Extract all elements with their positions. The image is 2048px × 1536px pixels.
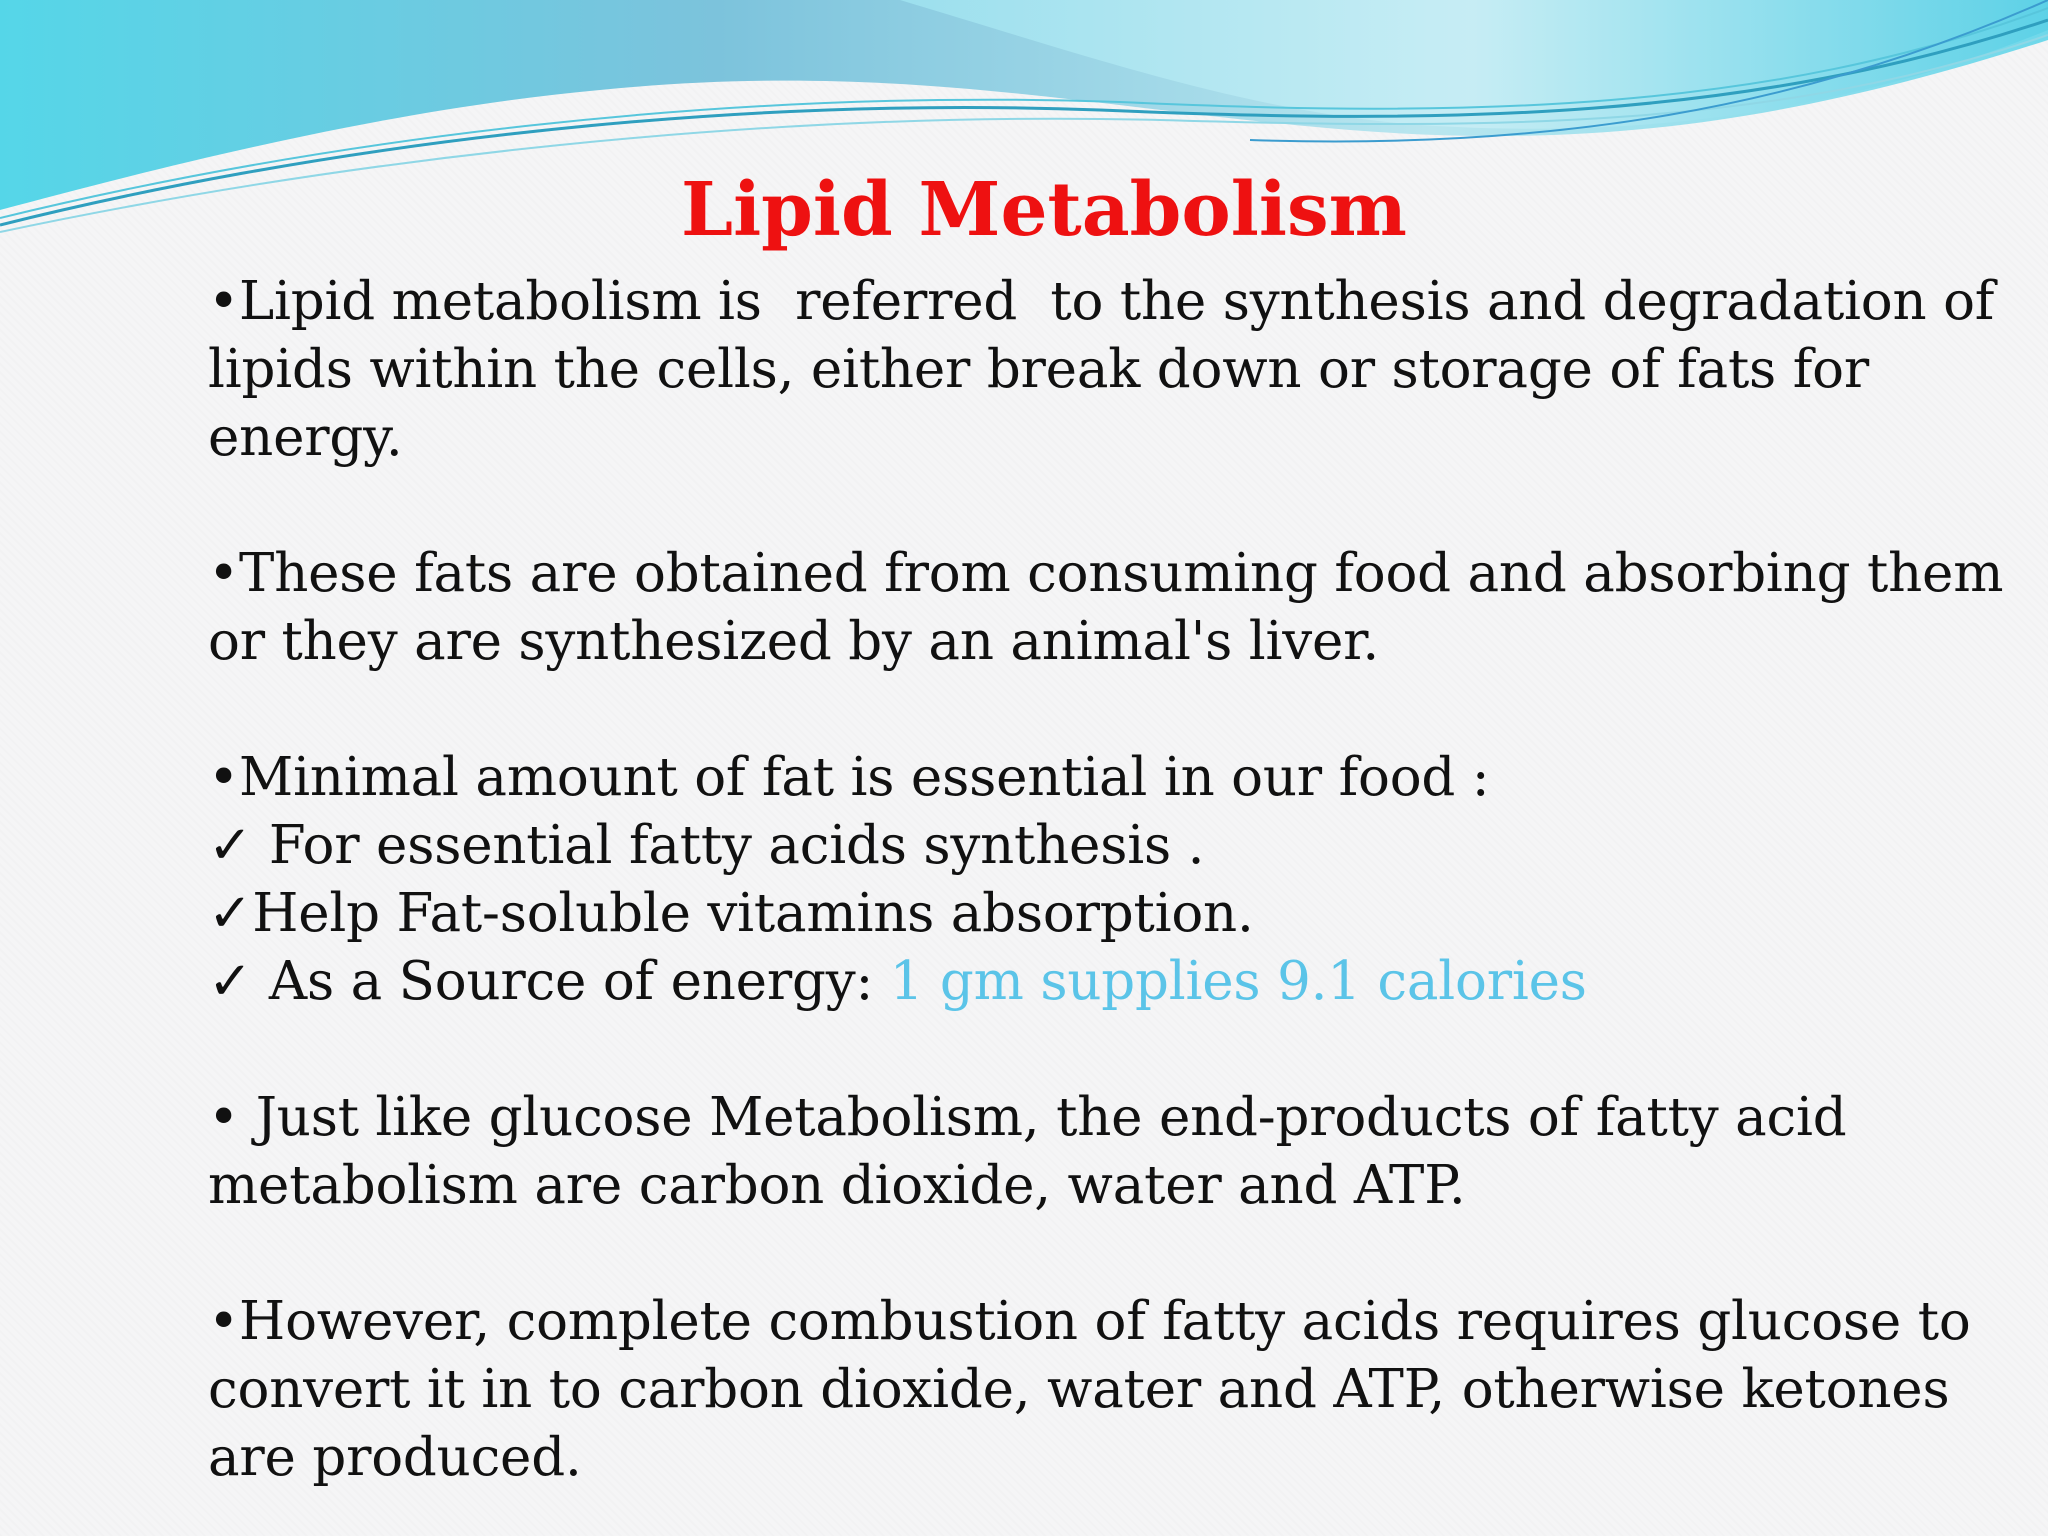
text-line: are produced.	[208, 1427, 582, 1488]
text-line: or they are synthesized by an animal's liver.	[208, 611, 1380, 672]
paragraph-spacer	[208, 472, 1908, 540]
slide-title: Lipid Metabolism	[681, 167, 1407, 253]
checkmark-icon: ✓	[208, 951, 253, 1012]
calorie-highlight: 1 gm supplies 9.1 calories	[889, 951, 1587, 1012]
paragraph-end-products	[208, 1084, 1908, 1220]
text-line: •Minimal amount of fat is essential in our food :	[208, 747, 1490, 808]
checklist-item	[208, 948, 1908, 1016]
checklist-item	[208, 812, 1908, 880]
paragraph-essential-fat	[208, 744, 1908, 1016]
paragraph-sources	[208, 540, 2004, 676]
text-line: metabolism are carbon dioxide, water and ATP.	[208, 1155, 1466, 1216]
paragraph-combustion	[208, 1288, 1971, 1492]
text-line: energy.	[208, 407, 403, 468]
paragraph-definition	[208, 268, 1995, 472]
paragraph-spacer	[208, 676, 1908, 744]
text-line: •However, complete combustion of fatty acids requires glucose to	[208, 1291, 1971, 1352]
paragraph-spacer	[208, 1016, 1908, 1084]
paragraph-spacer	[208, 1220, 1908, 1288]
checkmark-icon: ✓	[208, 815, 253, 876]
checklist-item-text: As a Source of energy:	[252, 951, 890, 1012]
checkmark-icon: ✓	[208, 883, 253, 944]
checklist-item	[208, 880, 1908, 948]
text-line: •These fats are obtained from consuming food and absorbing them	[208, 543, 2004, 604]
text-line: • Just like glucose Metabolism, the end-products of fatty acid	[208, 1087, 1847, 1148]
checklist-item-text: Help Fat-soluble vitamins absorption.	[252, 883, 1254, 944]
text-line: lipids within the cells, either break down or storage of fats for	[208, 339, 1869, 400]
text-line: •Lipid metabolism is referred to the synthesis and degradation of	[208, 271, 1995, 332]
checklist-item-text: For essential fatty acids synthesis .	[252, 815, 1205, 876]
slide-body	[208, 268, 2004, 1492]
text-line: convert it in to carbon dioxide, water and ATP, otherwise ketones	[208, 1359, 1950, 1420]
